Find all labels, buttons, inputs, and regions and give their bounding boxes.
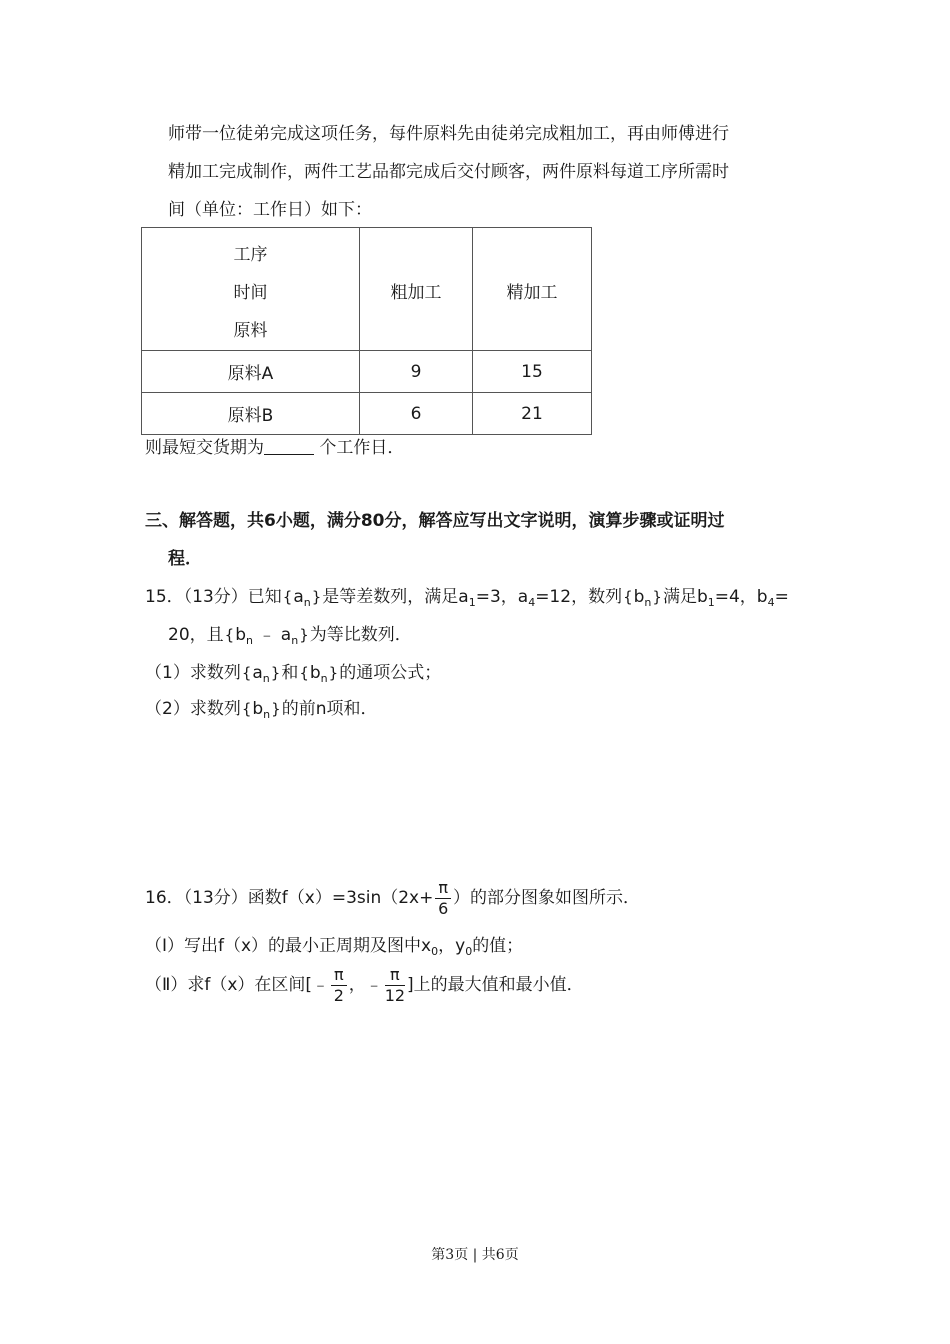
fraction-pi-over-2: $\frac{\pi}{2}$ (331, 965, 347, 1006)
q15-part-2: （2）求数列$\{b_n\}$的前n项和． (145, 699, 378, 721)
row-rough-value: 6 (360, 393, 473, 435)
header-time: 时间 (233, 283, 268, 303)
intro-line-2: 精加工完成制作，两件工艺品都完成后交付顾客，两件原料每道工序所需时 (168, 162, 729, 182)
q16-part-1: （Ⅰ）写出f（x）的最小正周期及图中$x_0$，$y_0$的值； (145, 936, 524, 958)
header-rough-cell: 粗加工 (360, 228, 473, 351)
row-material-name: 原料B (142, 393, 360, 435)
page-footer: 第3页 | 共6页 (431, 1247, 519, 1263)
row-rough-value: 9 (360, 351, 473, 393)
section3-heading-line-2: 程． (168, 549, 202, 569)
header-process: 工序 (233, 245, 268, 265)
table-header-row (142, 228, 592, 351)
intro-line-1: 师带一位徒弟完成这项任务，每件原料先由徒弟完成粗加工，再由师傅进行 (168, 124, 729, 144)
section3-heading-line-1: 三、解答题，共6小题，满分80分，解答应写出文字说明，演算步骤或证明过 (145, 511, 725, 531)
q14-answer-line: 则最短交货期为 个工作日． (145, 438, 405, 458)
row-fine-value: 21 (473, 393, 592, 435)
answer-blank (264, 437, 314, 455)
q16-line-1: 16．（13分）函数f（x）=3sin（2x+ $\frac{\pi}{6}$ ）的部分图象如图所示． (145, 877, 641, 918)
row-material-name: 原料A (142, 351, 360, 393)
table-row (142, 351, 592, 393)
process-time-table (141, 227, 592, 435)
diagonal-header-cell (142, 228, 360, 351)
intro-line-3: 间（单位：工作日）如下： (168, 200, 372, 220)
fraction-pi-over-12: $\frac{\pi}{12}$ (384, 964, 406, 1005)
table-row (142, 393, 592, 435)
q15-part-1: （1）求数列$\{a_n\}$和$\{b_n\}$的通项公式； (145, 663, 442, 685)
q16-part-2: （Ⅱ）求f（x）在区间[﹣ $\frac{\pi}{2}$ ，﹣ $\frac{\pi}{12}$ ]上的最大值和最小值． (145, 964, 584, 1005)
fraction-pi-over-6: $\frac{\pi}{6}$ (435, 878, 451, 919)
row-fine-value: 15 (473, 351, 592, 393)
q15-line-2: 20，且{$b_n$ ﹣ $a_n$}为等比数列． (168, 625, 412, 647)
header-fine-cell: 精加工 (473, 228, 592, 351)
header-material: 原料 (233, 321, 268, 341)
q15-line-1: 15．（13分）已知$\{a_n\}$是等差数列，满足$a_1=3$，$a_4=12$，数列$\{b_n\}$满足$b_1=4$，$b_4=$ (145, 587, 789, 609)
